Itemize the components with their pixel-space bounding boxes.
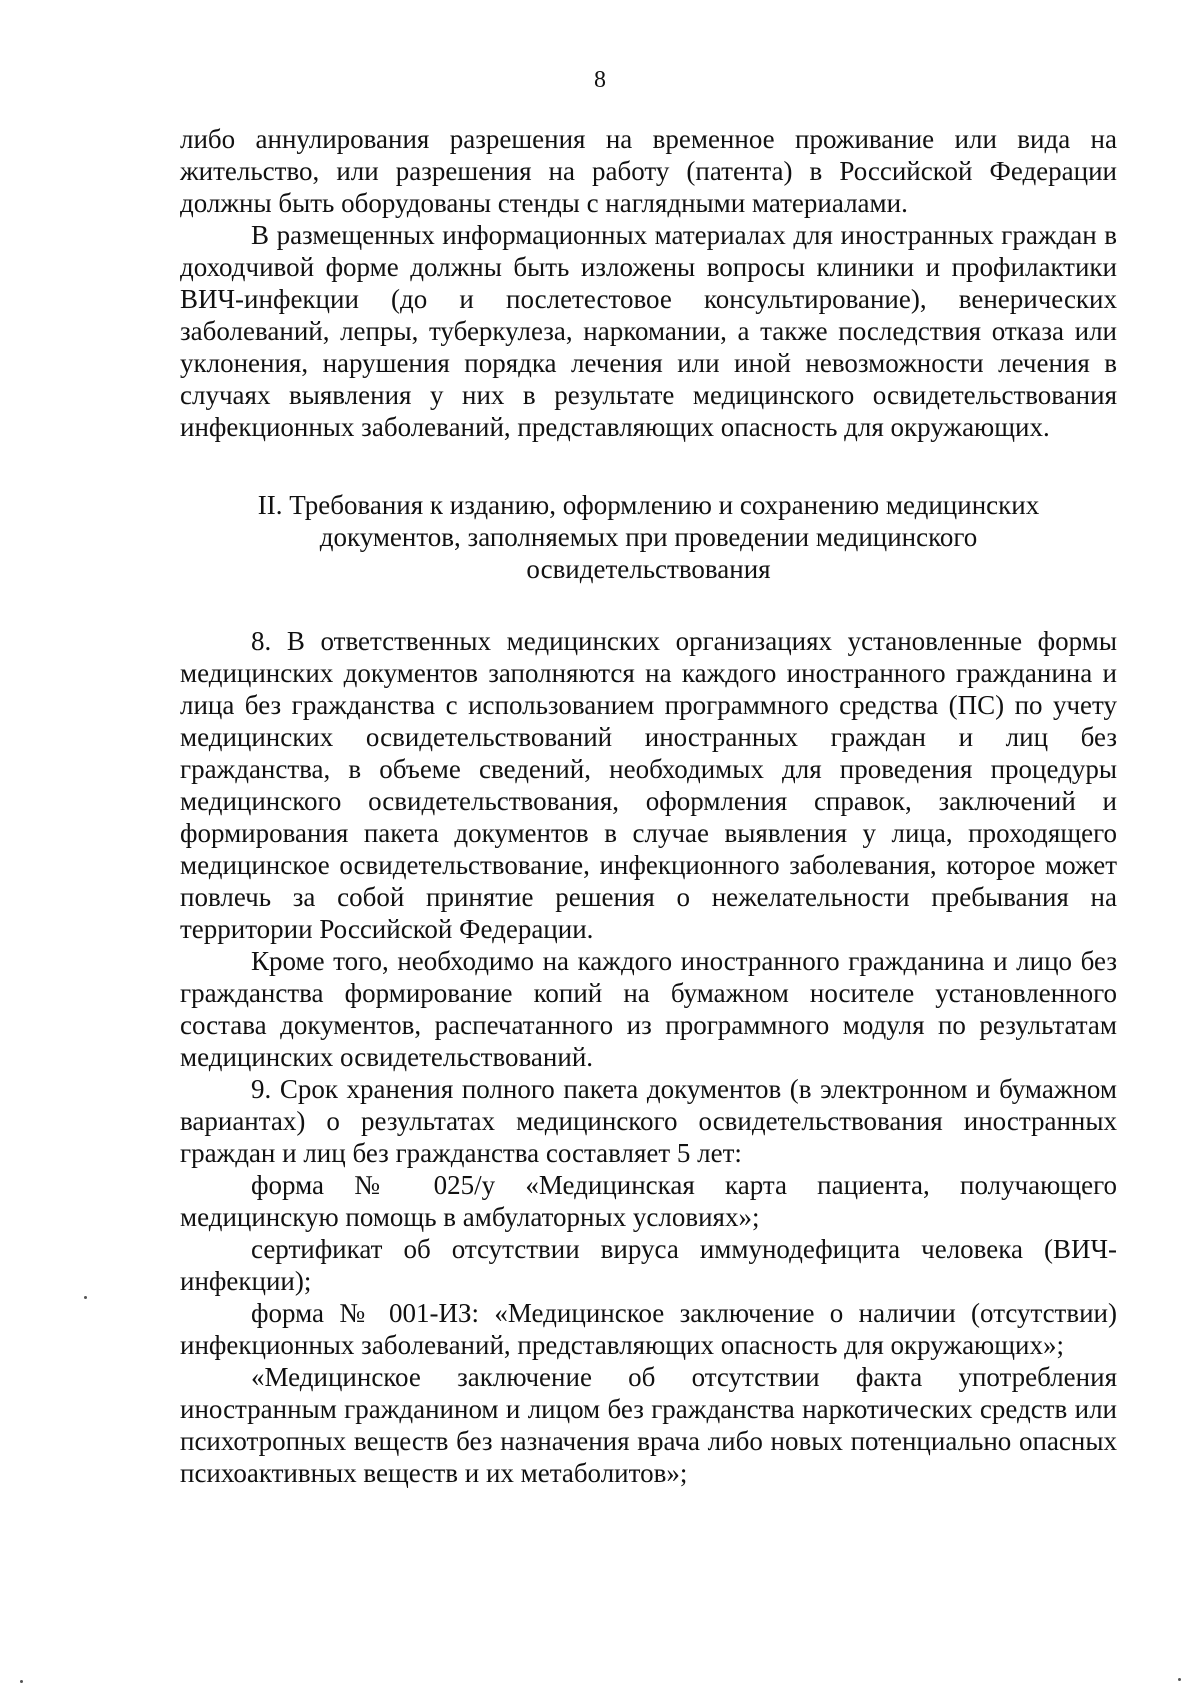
page-number: 8 xyxy=(594,67,606,93)
paragraph-continuation: либо аннулирования разрешения на временное проживание или вида на жительство, или разрешения на работу (патента) в Российской Федерации должны быть оборудованы стенды с наглядными материалами. xyxy=(180,124,1117,218)
section-heading-line-2: документов, заполняемых при проведении медицинского xyxy=(319,522,978,552)
list-item-form-025: форма № 025/у «Медицинская карта пациента, получающего медицинскую помощь в амбулаторных условиях»; xyxy=(180,1170,1117,1232)
scan-artifact-dot xyxy=(84,1296,87,1299)
list-item-drug-conclusion: «Медицинское заключение об отсутствии факта употребления иностранным гражданином и лицом без гражданства наркотических средств или психотропных веществ без назначения врача либо новых потенциально опасных психоактивных веществ и их метаболитов»; xyxy=(180,1362,1117,1488)
scan-artifact-dot xyxy=(20,1680,23,1683)
paragraph-item-9: 9. Срок хранения полного пакета документов (в электронном и бумажном вариантах) о результатах медицинского освидетельствования иностранных граждан и лиц без гражданства составляет 5 лет: xyxy=(180,1074,1117,1168)
paragraph-copies: Кроме того, необходимо на каждого иностранного гражданина и лицо без гражданства формирование копий на бумажном носителе установленного состава документов, распечатанного из программного модуля по результатам медицинских освидетельствований. xyxy=(180,946,1117,1072)
document-body xyxy=(180,123,1117,1489)
scan-artifact-dot xyxy=(1178,1678,1181,1681)
paragraph-item-8: 8. В ответственных медицинских организациях установленные формы медицинских документов заполняются на каждого иностранного гражданина и лица без гражданства с использованием программного средства (ПС) по учету медицинских освидетельствований иностранных граждан и лиц без гражданства, в объеме сведений, необходимых для проведения процедуры медицинского освидетельствования, оформления справок, заключений и формирования пакета документов в случае выявления у лица, проходящего медицинское освидетельствование, инфекционного заболевания, которое может повлечь за собой принятие решения о нежелательности пребывания на территории Российской Федерации. xyxy=(180,626,1117,944)
section-heading-line-1: II. Требования к изданию, оформлению и сохранению медицинских xyxy=(257,490,1040,520)
section-heading xyxy=(180,489,1117,585)
list-item-form-001: форма № 001-ИЗ: «Медицинское заключение о наличии (отсутствии) инфекционных заболеваний, представляющих опасность для окружающих»; xyxy=(180,1298,1117,1360)
section-heading-line-3: освидетельствования xyxy=(526,554,771,584)
paragraph-info-materials: В размещенных информационных материалах для иностранных граждан в доходчивой форме должны быть изложены вопросы клиники и профилактики ВИЧ-инфекции (до и послетестовое консультирование), венерических заболеваний, лепры, туберкулеза, наркомании, а также последствия отказа или уклонения, нарушения порядка лечения или иной невозможности лечения в случаях выявления у них в результате медицинского освидетельствования инфекционных заболеваний, представляющих опасность для окружающих. xyxy=(180,220,1117,442)
list-item-hiv-certificate: сертификат об отсутствии вируса иммунодефицита человека (ВИЧ-инфекции); xyxy=(180,1234,1117,1296)
